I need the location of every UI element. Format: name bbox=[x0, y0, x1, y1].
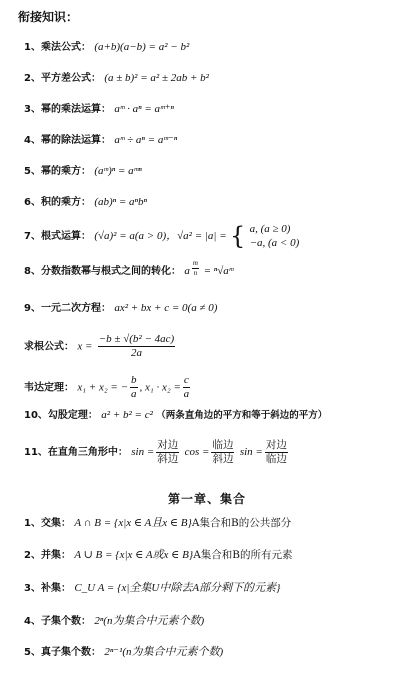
sin-label: sin = bbox=[131, 446, 155, 458]
formula-row-11 bbox=[24, 440, 290, 464]
formula-row-7 bbox=[24, 222, 299, 250]
formula-label: 8、分数指数幂与根式之间的转化： bbox=[24, 266, 181, 277]
chapter-title: 第一章、集合 bbox=[167, 492, 246, 506]
set-row-1 bbox=[24, 518, 291, 529]
fraction-denominator: a bbox=[131, 388, 137, 400]
formula: aᵐ · aⁿ = aᵐ⁺ⁿ bbox=[114, 103, 174, 115]
formula: (aᵐ)ⁿ = aᵐⁿ bbox=[94, 165, 142, 177]
fraction-numerator: 对边 bbox=[157, 439, 179, 451]
set-row-5 bbox=[24, 647, 223, 658]
fraction-denominator: a bbox=[183, 388, 190, 400]
formula-label: 11、在直角三角形中： bbox=[24, 447, 128, 458]
formula-row-1 bbox=[24, 42, 189, 53]
fraction-numerator: 临边 bbox=[212, 439, 234, 451]
set-formula: 2ⁿ⁻¹(n为集合中元素个数) bbox=[104, 646, 224, 658]
cos-fraction bbox=[211, 440, 234, 464]
fraction-numerator: 对边 bbox=[265, 439, 287, 451]
formula-label: 10、勾股定理： bbox=[24, 410, 98, 421]
formula-label: 韦达定理： bbox=[24, 382, 74, 394]
set-note: A集合和B的公共部分 bbox=[191, 517, 292, 529]
formula-row-5 bbox=[24, 166, 142, 177]
formula-note: （两条直角边的平方和等于斜边的平方） bbox=[156, 410, 328, 421]
formula-label: 求根公式： bbox=[24, 341, 74, 353]
set-label: 3、补集： bbox=[24, 583, 71, 594]
formula: (√a)² = a(a > 0)，√a² = |a| = bbox=[94, 230, 227, 242]
tan-label: sin = bbox=[239, 446, 263, 458]
formula-row-6 bbox=[24, 197, 147, 208]
formula-label: 3、幂的乘法运算： bbox=[24, 104, 111, 115]
set-row-3 bbox=[24, 583, 280, 594]
formula: a² + b² = c² bbox=[101, 409, 153, 421]
formula-label: 5、幂的乘方： bbox=[24, 166, 91, 177]
formula-label: 7、根式运算： bbox=[24, 231, 91, 242]
quadratic-fraction bbox=[98, 334, 175, 359]
formula-lhs: x = bbox=[77, 340, 93, 353]
case-neg: −a, (a < 0) bbox=[249, 237, 300, 249]
set-row-4 bbox=[24, 616, 204, 627]
formula-rhs: = ⁿ√aᵐ bbox=[200, 265, 234, 277]
formula-label: 9、一元二次方程： bbox=[24, 303, 111, 314]
set-formula: C_U A = {x|全集U中除去A部分剩下的元素} bbox=[74, 582, 281, 594]
piecewise-cases bbox=[250, 222, 300, 250]
formula-product: , x₁ · x₂ = bbox=[139, 381, 181, 394]
formula: (ab)ⁿ = aⁿbⁿ bbox=[94, 196, 147, 208]
fraction bbox=[183, 375, 190, 400]
tan-fraction bbox=[265, 440, 288, 464]
formula: (a+b)(a−b) = a² − b² bbox=[94, 41, 190, 53]
fraction-denominator: 2a bbox=[130, 347, 142, 359]
fraction-denominator: 斜边 bbox=[212, 452, 234, 465]
formula-row-9 bbox=[24, 303, 217, 314]
set-formula: 2ⁿ(n为集合中元素个数) bbox=[94, 615, 205, 627]
set-note: A集合和B的所有元素 bbox=[193, 549, 293, 561]
set-formula: A ∪ B = {x|x ∈ A或x ∈ B} bbox=[74, 549, 194, 561]
fractional-exponent bbox=[192, 260, 199, 277]
set-row-2 bbox=[24, 550, 293, 561]
sin-fraction bbox=[156, 440, 179, 464]
left-brace: { bbox=[229, 222, 246, 250]
fraction-numerator: −b ± √(b² − 4ac) bbox=[98, 333, 175, 345]
formula: (a ± b)² = a² ± 2ab + b² bbox=[104, 72, 209, 84]
set-label: 1、交集： bbox=[24, 518, 71, 529]
set-label: 4、子集个数： bbox=[24, 616, 91, 627]
formula-row-8 bbox=[24, 259, 234, 277]
formula-row-3 bbox=[24, 104, 174, 115]
set-label: 2、并集： bbox=[24, 550, 71, 561]
formula-row-10 bbox=[24, 410, 327, 421]
formula: aᵐ ÷ aⁿ = aᵐ⁻ⁿ bbox=[114, 134, 178, 146]
fraction-denominator: 斜边 bbox=[157, 452, 179, 465]
section-title: 衔接知识： bbox=[18, 10, 79, 24]
cos-label: cos = bbox=[184, 446, 210, 458]
formula-label: 6、积的乘方： bbox=[24, 197, 91, 208]
vieta-row bbox=[24, 375, 192, 400]
formula-label: 2、平方差公式： bbox=[24, 73, 101, 84]
formula-label: 1、乘法公式： bbox=[24, 42, 91, 53]
quadratic-formula-row bbox=[24, 334, 177, 359]
fraction-numerator: c bbox=[183, 374, 189, 386]
exponent-denominator: n bbox=[193, 269, 198, 277]
case-nonneg: a, (a ≥ 0) bbox=[249, 223, 291, 235]
fraction bbox=[130, 375, 138, 400]
set-label: 5、真子集个数： bbox=[24, 647, 101, 658]
formula-row-2 bbox=[24, 73, 209, 84]
formula-label: 4、幂的除法运算： bbox=[24, 135, 111, 146]
exponent-numerator: m bbox=[192, 259, 198, 267]
formula-base: a bbox=[184, 265, 190, 277]
formula-sum: x₁ + x₂ = − bbox=[77, 381, 129, 394]
formula: ax² + bx + c = 0(a ≠ 0) bbox=[114, 302, 218, 314]
formula-row-4 bbox=[24, 135, 177, 146]
set-formula: A ∩ B = {x|x ∈ A且x ∈ B} bbox=[74, 517, 192, 529]
fraction-denominator: 临边 bbox=[265, 452, 287, 465]
fraction-numerator: b bbox=[131, 374, 137, 386]
